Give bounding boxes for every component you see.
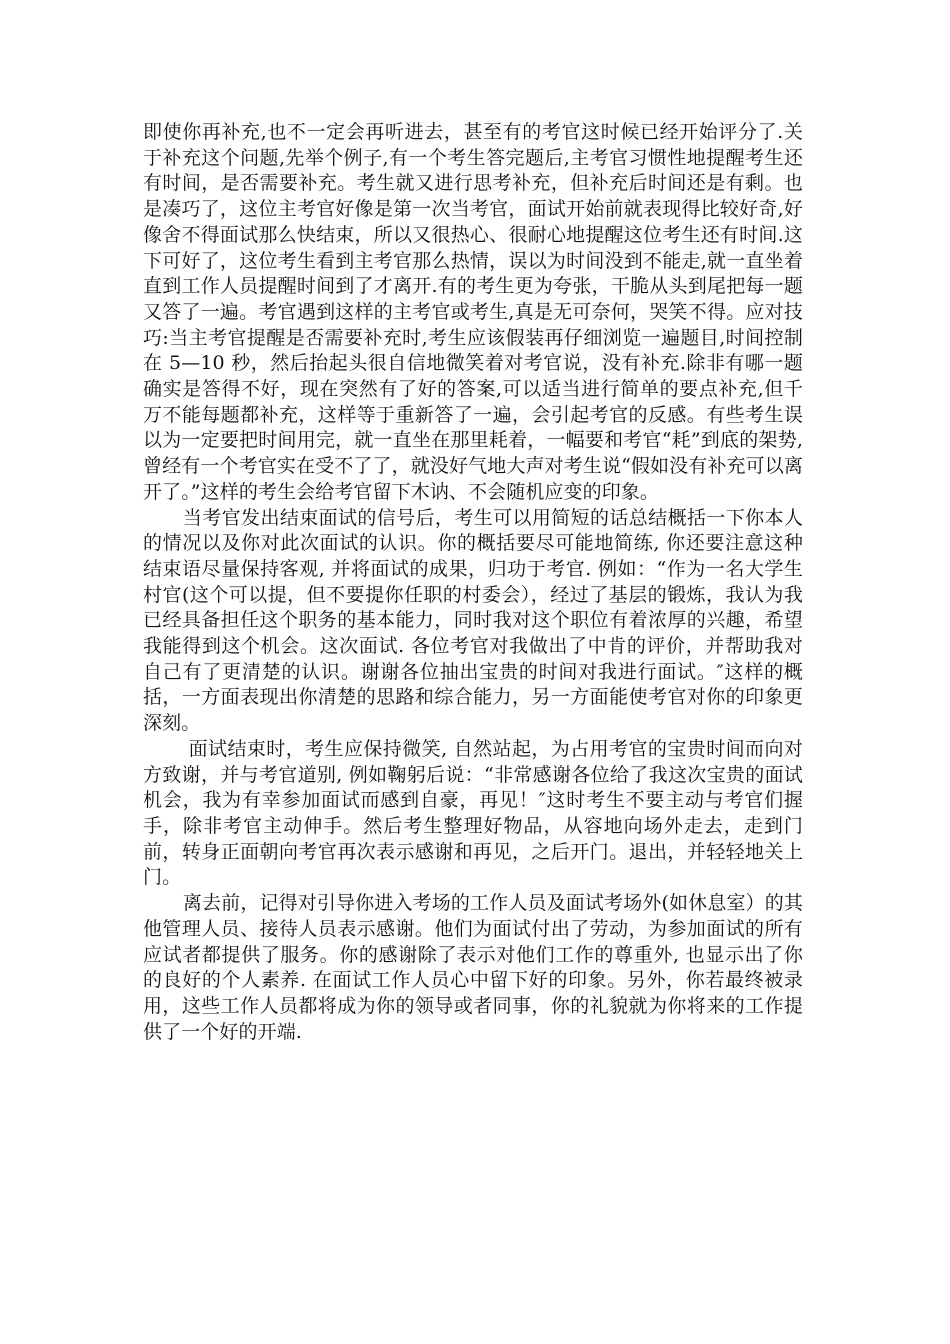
document-body bbox=[143, 120, 803, 1045]
paragraph-thanking-staff: 离去前，记得对引导你进入考场的工作人员及面试考场外(如休息室）的其他管理人员、接待人员表示感谢。他们为面试付出了劳动，为参加面试的所有应试者都提供了服务。你的感谢除了表示对他们工作的尊重外, 也显示出了你的良好的个人素养. 在面试工作人员心中留下好的印象。另外，你若最终被录用，这些工作人员都将成为你的领导或者同事，你的礼貌就为你将来的工作提供了一个好的开端. bbox=[143, 892, 803, 1043]
paragraph-supplement-answer: 即使你再补充,也不一定会再听进去，甚至有的考官这时候已经开始评分了.关于补充这个问题,先举个例子,有一个考生答完题后,主考官习惯性地提醒考生还有时间，是否需要补充。考生就又进行思考补充，但补充后时间还是有剩。也是凑巧了，这位主考官好像是第一次当考官，面试开始前就表现得比较好奇,好像舍不得面试那么快结束，所以又很热心、很耐心地提醒这位考生还有时间.这下可好了，这位考生看到主考官那么热情，误以为时间没到不能走,就一直坐着直到工作人员提醒时间到了才离开.有的考生更为夸张，干脆从头到尾把每一题又答了一遍。考官遇到这样的主考官或考生,真是无可奈何，哭笑不得。应对技巧:当主考官提醒是否需要补充时,考生应该假装再仔细浏览一遍题目,时间控制在 5—10 秒，然后抬起头很自信地微笑着对考官说，没有补充.除非有哪一题确实是答得不好，现在突然有了好的答案,可以适当进行简单的要点补充,但千万不能每题都补充，这样等于重新答了一遍，会引起考官的反感。有些考生误以为一定要把时间用完，就一直坐在那里耗着，一幅要和考官“耗”到底的架势,曾经有一个考官实在受不了了，就没好气地大声对考生说“假如没有补充可以离开了。”这样的考生会给考官留下木讷、不会随机应变的印象。 bbox=[143, 121, 803, 503]
paragraph-closing-summary: 当考官发出结束面试的信号后，考生可以用简短的话总结概括一下你本人的情况以及你对此次面试的认识。你的概括要尽可能地简练, 你还要注意这种结束语尽量保持客观, 并将面试的成果，归功于考官. 例如：“作为一名大学生村官(这个可以提，但不要提你任职的村委会），经过了基层的锻炼，我认为我已经具备担任这个职务的基本能力，同时我对这个职位有着浓厚的兴趣，希望我能得到这个机会。这次面试. 各位考官对我做出了中肯的评价，并帮助我对自己有了更清楚的认识。谢谢各位抽出宝贵的时间对我进行面试。″这样的概括，一方面表现出你清楚的思路和综合能力，另一方面能使考官对你的印象更深刻。 bbox=[143, 506, 803, 735]
paragraph-leaving-etiquette: 面试结束时，考生应保持微笑, 自然站起，为占用考官的宝贵时间而向对方致谢，并与考官道别, 例如鞠躬后说：“非常感谢各位给了我这次宝贵的面试机会，我为有幸参加面试而感到自豪，再见！″这时考生不要主动与考官们握手，除非考官主动伸手。然后考生整理好物品，从容地向场外走去，走到门前，转身正面朝向考官再次表示感谢和再见，之后开门。退出，并轻轻地关上门。 bbox=[143, 737, 803, 889]
